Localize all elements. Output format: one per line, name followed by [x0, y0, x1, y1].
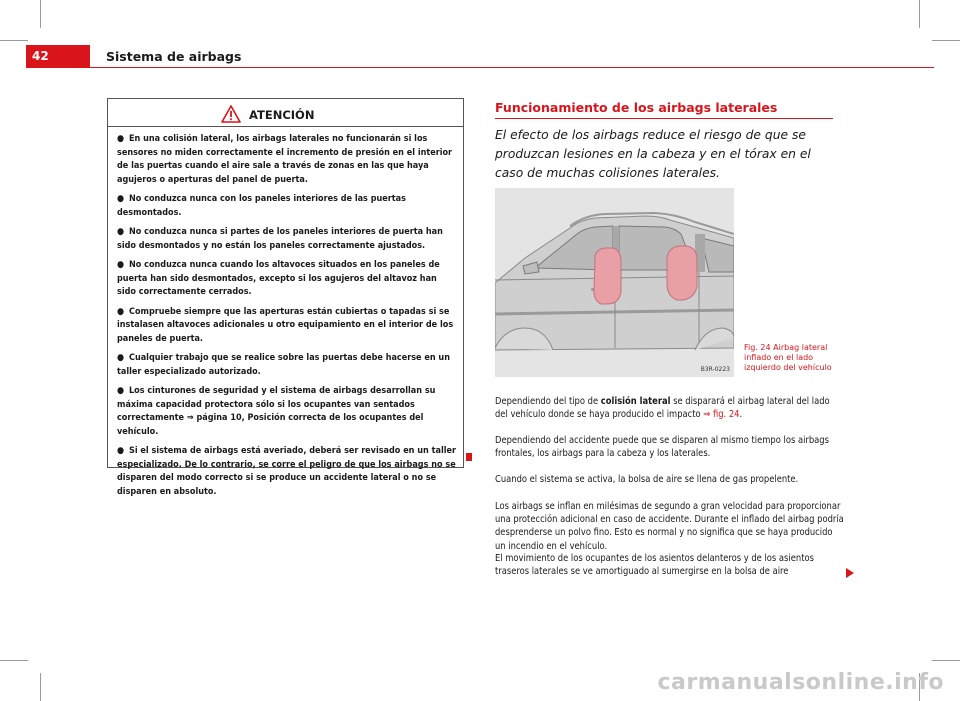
- bullet-icon: ●: [117, 194, 125, 204]
- bullet-icon: ●: [117, 134, 125, 144]
- warning-list-item: [117, 306, 457, 347]
- paragraph-3: Cuando el sistema se activa, la bolsa de aire se llena de gas propelente.: [495, 474, 799, 485]
- figure-side-airbag: [495, 188, 734, 377]
- crop-mark: [40, 673, 41, 701]
- warning-item-text: No conduzca nunca cuando los altavoces situados en los paneles de puerta han sido desmontados, excepto si los agujeros del altavoz han sido correctamente cerrados.: [117, 260, 440, 297]
- warning-item-text: Los cinturones de seguridad y el sistema de airbags desarrollan su máxima capacidad protectora sólo si los ocupantes van sentados correctamente ⇒ página 10, Posición correcta de los ocupantes del vehículo.: [117, 386, 436, 437]
- warning-list-item: [117, 259, 457, 300]
- section-rule: [495, 118, 833, 119]
- car-side-airbag-illustration: [495, 188, 734, 377]
- header-title: Sistema de airbags: [106, 49, 242, 64]
- watermark: carmanualsonline.info: [657, 670, 944, 695]
- warning-list-item: [117, 385, 457, 439]
- warning-item-text: Si el sistema de airbags está averiado, deberá ser revisado en un taller especializado. De lo contrario, se corre el peligro de que los airbags no se disparen del modo correcto si se produce un accidente lateral o no se disparen en absoluto.: [117, 446, 456, 497]
- bullet-icon: ●: [117, 227, 125, 237]
- warning-triangle-icon: [221, 105, 241, 123]
- section-intro: El efecto de los airbags reduce el riesgo de que se produzcan lesiones en la cabeza y en el tórax en el caso de muchas colisiones laterales.: [495, 128, 811, 180]
- paragraph-2: Dependiendo del accidente puede que se disparen al mismo tiempo los airbags frontales, los airbags para la cabeza y los laterales.: [495, 435, 829, 460]
- warning-item-text: Compruebe siempre que las aperturas están cubiertas o tapadas si se instalasen altavoces adicionales u otro equipamiento en el interior de los paneles de puerta.: [117, 306, 454, 344]
- warning-list: [117, 133, 457, 505]
- warning-item-text: No conduzca nunca si partes de los paneles interiores de puerta han sido desmontados y no están los paneles correctamente ajustados.: [117, 227, 443, 251]
- paragraph-1-text-cont: se disparará el airbag lateral del lado del vehículo donde se haya producido el impacto: [495, 396, 830, 421]
- paragraph-5: El movimiento de los ocupantes de los asientos delanteros y de los asientos traseros laterales se ve amortiguado al sumergirse en la bolsa de aire: [495, 553, 814, 578]
- warning-list-item: [117, 133, 457, 187]
- bullet-icon: ●: [117, 260, 125, 270]
- continue-arrow-icon: [846, 568, 854, 578]
- warning-box: [107, 98, 464, 497]
- warning-item-text: No conduzca nunca con los paneles interiores de las puertas desmontados.: [117, 194, 406, 218]
- warning-list-item: [117, 226, 457, 253]
- paragraph-4: Los airbags se inflan en milésimas de segundo a gran velocidad para proporcionar una protección adicional en caso de accidente. Durante el inflado del airbag podría desprenderse un polvo fino. Esto es normal y no significa que se haya producido un incendio en el vehículo.: [495, 501, 844, 552]
- crop-mark: [932, 40, 960, 41]
- figure-code: B3R-0223: [700, 366, 730, 373]
- crop-mark: [0, 660, 28, 661]
- section-title: Funcionamiento de los airbags laterales: [495, 100, 778, 115]
- paragraph-1: [495, 395, 845, 421]
- bullet-icon: ●: [117, 386, 125, 396]
- crop-mark: [40, 0, 41, 28]
- figure-caption: Fig. 24 Airbag lateral inflado en el lado izquierdo del vehículo: [744, 343, 832, 372]
- crop-mark: [0, 40, 28, 41]
- paragraph-1-bold: colisión lateral: [600, 396, 671, 407]
- paragraph-1-text: Dependiendo del tipo de: [495, 396, 601, 407]
- warning-list-item: [117, 352, 457, 379]
- bullet-icon: ●: [117, 353, 125, 363]
- warning-list-item: [117, 445, 457, 499]
- paragraph-1-end: .: [739, 409, 743, 421]
- header-rule: [90, 67, 934, 68]
- end-of-section-marker: [466, 453, 472, 461]
- bullet-icon: ●: [117, 306, 125, 317]
- crop-mark: [932, 660, 960, 661]
- warning-list-item: [117, 193, 457, 220]
- warning-item-text: En una colisión lateral, los airbags laterales no funcionarán si los sensores no miden correctamente el incremento de presión en el interior de las puertas cuando el aire sale a través de zonas en las que haya agujeros o aperturas del panel de puerta.: [117, 134, 453, 185]
- warning-item-text: Cualquier trabajo que se realice sobre las puertas debe hacerse en un taller especializado autorizado.: [117, 353, 450, 377]
- warning-header: [108, 99, 463, 127]
- page-number: 42: [32, 49, 49, 63]
- crop-mark: [919, 0, 920, 28]
- bullet-icon: ●: [117, 446, 125, 456]
- warning-title: ATENCIÓN: [249, 108, 315, 122]
- figure-reference-link[interactable]: ⇒ fig. 24: [703, 409, 740, 421]
